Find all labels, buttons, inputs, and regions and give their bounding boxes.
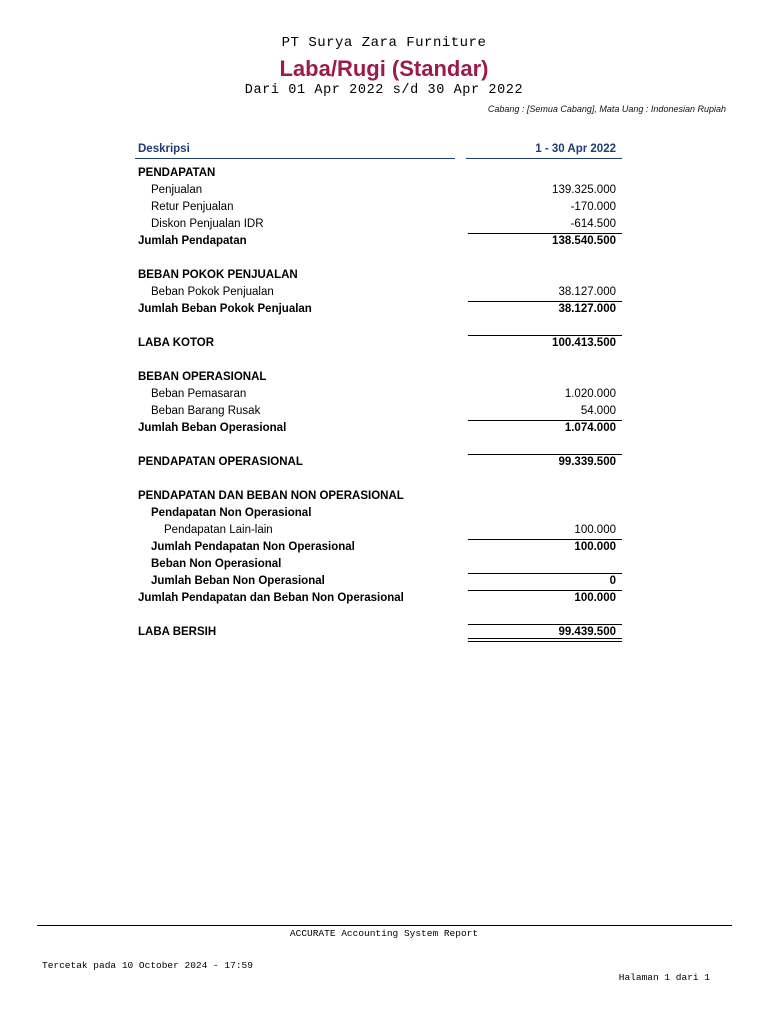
row-amount: 54.000 [580, 405, 616, 417]
account-row [0, 284, 768, 301]
row-label: Beban Non Operasional [151, 558, 282, 570]
section-header-row [0, 369, 768, 386]
total-row [0, 573, 768, 590]
row-label: LABA BERSIH [138, 626, 217, 638]
total-row [0, 590, 768, 607]
row-label: BEBAN POKOK PENJUALAN [138, 269, 298, 281]
row-label: Beban Pemasaran [151, 388, 247, 400]
row-amount: -614.500 [570, 218, 616, 230]
account-row [0, 386, 768, 403]
column-header-amount: 1 - 30 Apr 2022 [535, 143, 616, 155]
footer-line [37, 925, 732, 926]
row-amount: 1.074.000 [565, 420, 616, 437]
spacer-row [0, 250, 768, 267]
footer-system-label: ACCURATE Accounting System Report [289, 928, 479, 939]
row-label: Jumlah Pendapatan [138, 235, 247, 247]
header-underline-amount [466, 158, 622, 159]
row-label: BEBAN OPERASIONAL [138, 371, 267, 383]
row-amount: 100.000 [574, 524, 616, 536]
row-amount: 38.127.000 [558, 286, 616, 298]
total-row [0, 454, 768, 471]
section-header-row [0, 488, 768, 505]
account-row [0, 182, 768, 199]
row-amount: 1.020.000 [564, 388, 616, 400]
row-label: Jumlah Pendapatan dan Beban Non Operasional [138, 592, 404, 604]
total-row [0, 301, 768, 318]
account-row [0, 403, 768, 420]
row-label: LABA KOTOR [138, 337, 215, 349]
report-title: Laba/Rugi (Standar) [279, 56, 489, 81]
section-header-row [0, 267, 768, 284]
total-row [0, 624, 768, 641]
spacer-row [0, 437, 768, 454]
account-row [0, 216, 768, 233]
row-label: Beban Pokok Penjualan [151, 286, 274, 298]
row-label: Beban Barang Rusak [151, 405, 261, 417]
total-row [0, 420, 768, 437]
row-amount: 99.439.500 [558, 624, 616, 641]
row-label: PENDAPATAN OPERASIONAL [138, 456, 303, 468]
row-amount: 100.000 [574, 539, 616, 556]
company-name: PT Surya Zara Furniture [281, 35, 487, 51]
section-header-row [0, 165, 768, 182]
row-amount: 100.000 [574, 590, 616, 607]
total-row [0, 539, 768, 556]
footer-page-number: Halaman 1 dari 1 [618, 972, 710, 983]
row-label: Pendapatan Lain-lain [164, 524, 273, 536]
row-amount: 0 [610, 573, 616, 590]
column-header-description: Deskripsi [138, 143, 190, 155]
spacer-row [0, 607, 768, 624]
row-label: Retur Penjualan [151, 201, 234, 213]
row-amount: 138.540.500 [552, 233, 616, 250]
footer-printed-date: Tercetak pada 10 October 2024 - 17:59 [42, 960, 253, 971]
row-label: PENDAPATAN [138, 167, 216, 179]
account-row [0, 522, 768, 539]
report-filter: Cabang : [Semua Cabang], Mata Uang : Indonesian Rupiah [487, 104, 726, 114]
account-row [0, 199, 768, 216]
section-header-row [0, 556, 768, 573]
total-row [0, 335, 768, 352]
section-header-row [0, 505, 768, 522]
row-amount: 100.413.500 [552, 335, 616, 352]
row-label: Jumlah Beban Pokok Penjualan [138, 303, 312, 315]
row-label: Pendapatan Non Operasional [151, 507, 312, 519]
row-amount: 139.325.000 [552, 184, 616, 196]
row-label: PENDAPATAN DAN BEBAN NON OPERASIONAL [138, 490, 404, 502]
row-label: Jumlah Beban Operasional [138, 422, 287, 434]
total-row [0, 233, 768, 250]
report-table [0, 165, 768, 641]
spacer-row [0, 471, 768, 488]
row-label: Jumlah Pendapatan Non Operasional [151, 541, 355, 553]
spacer-row [0, 352, 768, 369]
row-label: Diskon Penjualan IDR [151, 218, 264, 230]
row-amount: -170.000 [570, 201, 616, 213]
report-period: Dari 01 Apr 2022 s/d 30 Apr 2022 [244, 83, 524, 98]
spacer-row [0, 318, 768, 335]
row-label: Jumlah Beban Non Operasional [151, 575, 325, 587]
row-amount: 99.339.500 [558, 454, 616, 471]
header-underline-description [135, 158, 455, 159]
row-amount: 38.127.000 [558, 301, 616, 318]
row-label: Penjualan [151, 184, 203, 196]
